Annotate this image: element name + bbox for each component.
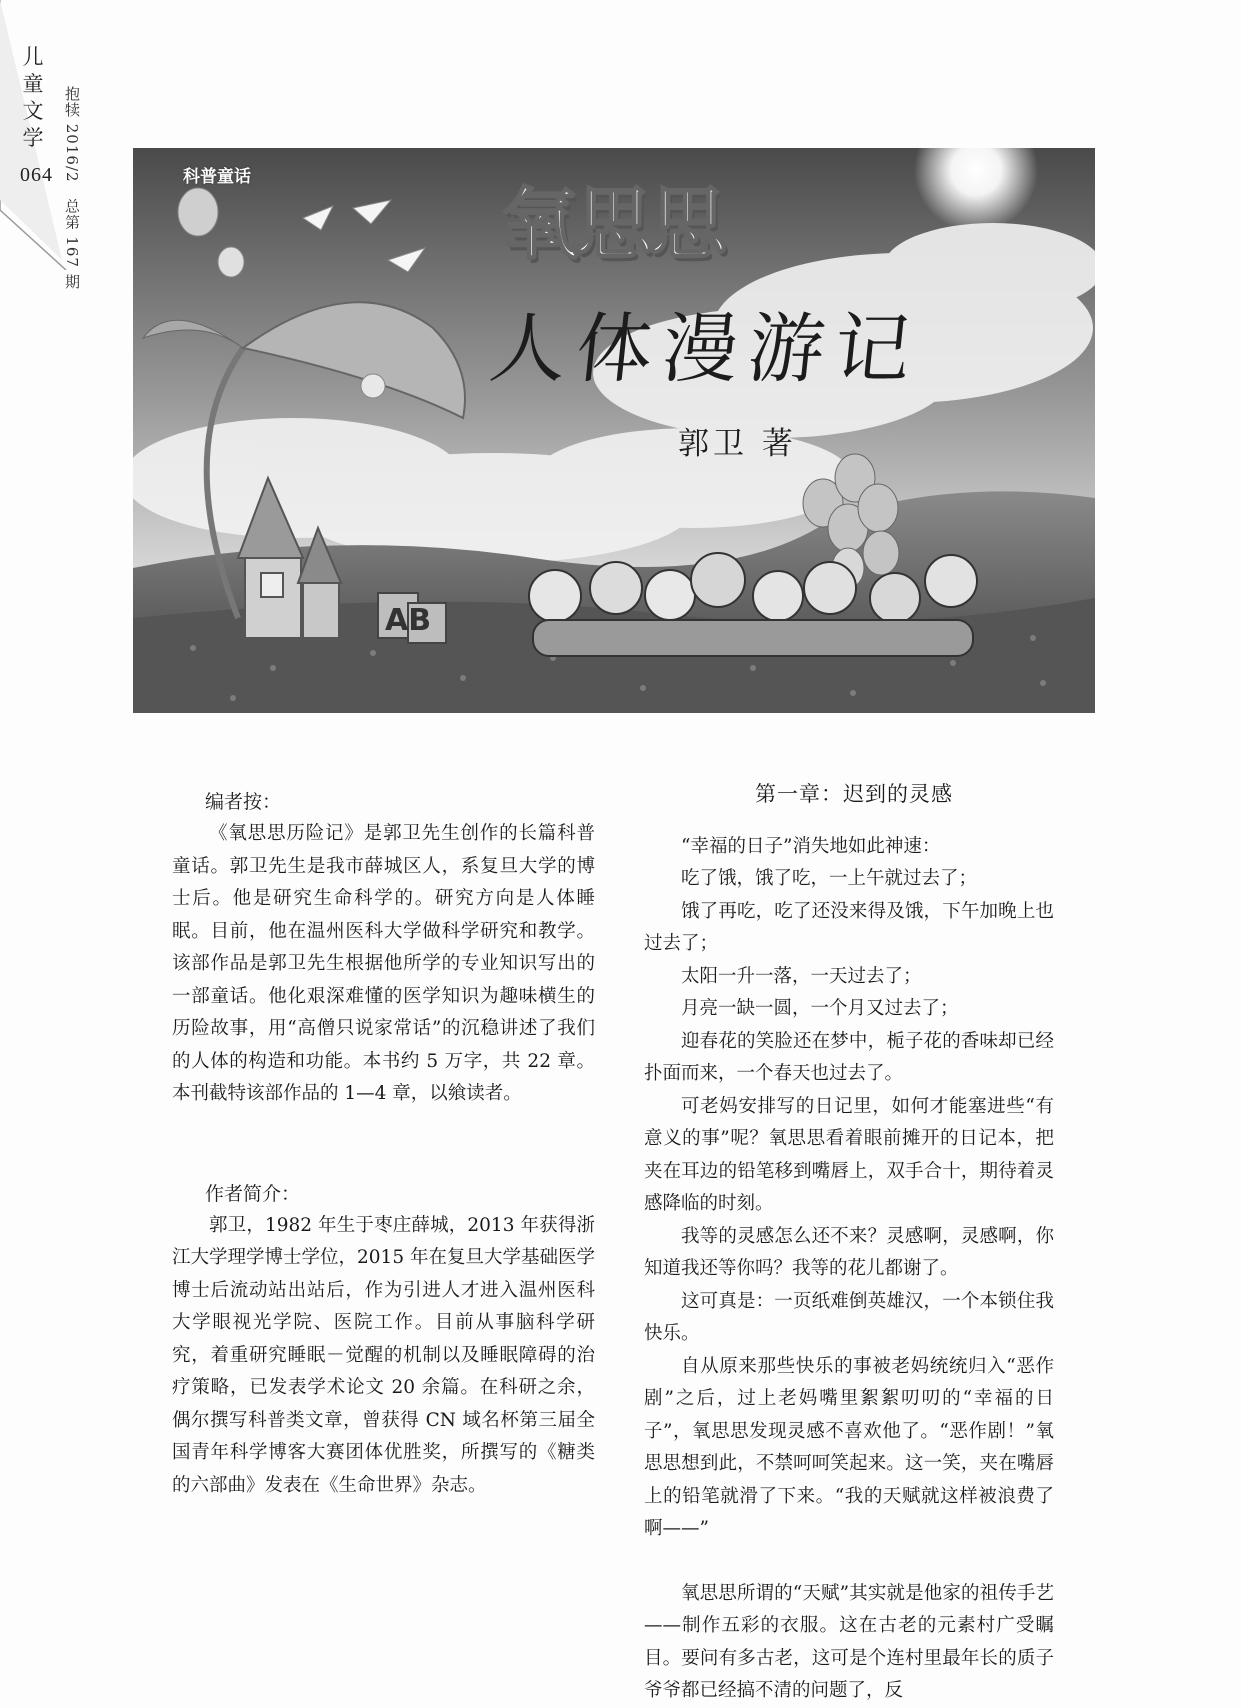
story-title-sub: 人体漫游记: [485, 304, 926, 393]
body-paragraph: 我等的灵感怎么还不来？灵感啊，灵感啊，你知道我还等你吗？我等的花儿都谢了。: [644, 1225, 1054, 1279]
issue-info: [62, 86, 83, 290]
editor-note-heading: 编者按：: [205, 791, 282, 813]
body-paragraph: “幸福的日子”消失地如此神速：: [681, 835, 941, 857]
right-column: [644, 778, 1054, 1708]
page-number: 064: [20, 164, 53, 186]
body-paragraph: 月亮一缺一圆，一个月又过去了；: [681, 998, 959, 1019]
magazine-name: [20, 44, 53, 189]
bio-heading: 作者简介：: [205, 1182, 301, 1205]
left-column: [172, 786, 595, 1502]
body-paragraph: 饿了再吃，吃了还没来得及饿，下午加晚上也过去了；: [644, 900, 1054, 954]
body-paragraph: 可老妈安排写的日记里，如何才能塞进些“有意义的事”呢？氧思思看着眼前摊开的日记本，把夹在耳边的铅笔移到嘴唇上，双手合十，期待着灵感降临的时刻。: [644, 1095, 1054, 1214]
issue-date: 抱犊 2016/2: [63, 86, 81, 183]
body-paragraph: 吃了饿，饿了吃，一上午就过去了；: [681, 868, 978, 889]
title-banner: [133, 148, 1095, 713]
total-issue: 总第 167 期: [63, 198, 81, 290]
story-title-main: 氧思思: [501, 180, 724, 270]
body-paragraph: 自从原来那些快乐的事被老妈统统归入“恶作剧”之后，过上老妈嘴里絮絮叨叨的“幸福的日子”，氧思思发现灵感不喜欢他了。“恶作剧！”氧思思想到此，不禁呵呵笑起来。这一笑，夹在嘴唇上的铅笔就滑了下来。“我的天赋就这样被浪费了啊——”: [644, 1355, 1054, 1539]
author-byline: 郭卫 著: [678, 426, 797, 462]
body-paragraph: 迎春花的笑脸还在梦中，栀子花的香味却已经扑面而来，一个春天也过去了。: [644, 1030, 1054, 1084]
magazine-title: 儿童文学: [22, 45, 44, 150]
bio-text: 郭卫，1982 年生于枣庄薛城，2013 年获得浙江大学理学博士学位，2015 年在复旦大学基础医学博士后流动站出站后，作为引进人才进入温州医科大学眼视光学院、医院工作。目前从事脑科学研究，着重研究睡眠－觉醒的机制以及睡眠障碍的治疗策略，已发表学术论文 20 余篇。在科研之余，偶尔撰写科普类文章，曾获得 CN 域名杯第三届全国青年科学博客大赛团体优胜奖，所撰写的《糖类的六部曲》发表在《生命世界》杂志。: [172, 1214, 595, 1496]
genre-tag: 科普童话: [183, 167, 251, 187]
svg-text:AB: AB: [385, 603, 432, 638]
body-paragraph: 太阳一升一落，一天过去了；: [681, 965, 922, 987]
body-paragraph: 这可真是：一页纸难倒英雄汉，一个本锁住我快乐。: [644, 1290, 1054, 1344]
editor-note-text: 《氧思思历险记》是郭卫先生创作的长篇科普童话。郭卫先生是我市薛城区人，系复旦大学的博士后。他是研究生命科学的。研究方向是人体睡眠。目前，他在温州医科大学做科学研究和教学。该部作品是郭卫先生根据他所学的专业知识写出的一部童话。他化艰深难懂的医学知识为趣味横生的历险故事，用“高僧只说家常话”的沉稳讲述了我们的人体的构造和功能。本书约 5 万字，共 22 章。本刊截特该部作品的 1—4 章，以飨读者。: [172, 823, 595, 1104]
chapter-title: 第一章：迟到的灵感: [755, 782, 953, 806]
body-paragraph: 氧思思所谓的“天赋”其实就是他家的祖传手艺——制作五彩的衣服。这在古老的元素村广受瞩目。要问有多古老，这可是个连村里最年长的质子爷爷都已经搞不清的问题了，反: [644, 1582, 1054, 1701]
